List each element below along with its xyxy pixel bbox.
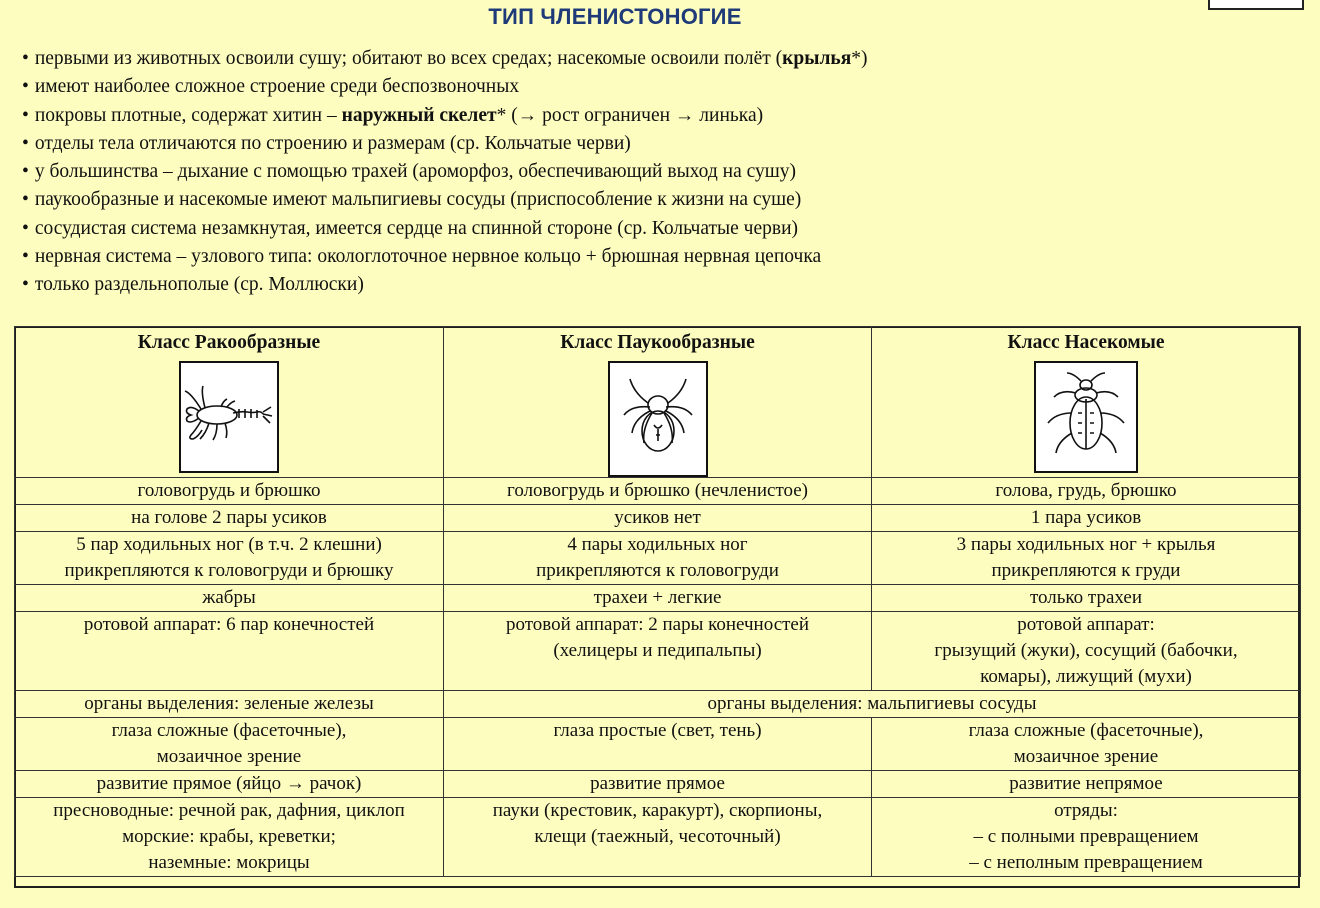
table-cell: отряды: – с полными превращением – с неполным превращением (872, 798, 1301, 877)
table-cell: развитие непрямое (872, 771, 1301, 798)
feature-list (22, 45, 868, 300)
table-row-legs (15, 532, 1301, 585)
table-cell: ротовой аппарат: 2 пары конечностей (хелицеры и педипальпы) (444, 612, 872, 691)
list-item: • имеют наиболее сложное строение среди беспозвоночных (22, 73, 868, 101)
table-cell: ротовой аппарат: 6 пар конечностей (15, 612, 444, 691)
list-item: • только раздельнополые (ср. Моллюски) (22, 271, 868, 299)
list-item: • у большинства – дыхание с помощью трахей (ароморфоз, обеспечивающий выход на сушу) (22, 158, 868, 186)
table-cell: органы выделения: зеленые железы (15, 691, 444, 718)
table-row-body-parts (15, 478, 1301, 505)
table-row-antennae (15, 505, 1301, 532)
list-item: • отделы тела отличаются по строению и размерам (ср. Кольчатые черви) (22, 130, 868, 158)
table-row-eyes (15, 718, 1301, 771)
table-cell: 1 пара усиков (872, 505, 1301, 532)
page-title: ТИП ЧЛЕНИСТОНОГИЕ (488, 4, 742, 29)
list-item: • сосудистая система незамкнутая, имеется сердце на спинной стороне (ср. Кольчатые черви) (22, 215, 868, 243)
table-cell: пресноводные: речной рак, дафния, циклоп морские: крабы, креветки; наземные: мокрицы (15, 798, 444, 877)
spider-icon (608, 361, 708, 477)
table-cell: трахеи + легкие (444, 585, 872, 612)
table-cell: ротовой аппарат: грызущий (жуки), сосущий (бабочки, комары), лижущий (мухи) (872, 612, 1301, 691)
table-cell: головогрудь и брюшко (15, 478, 444, 505)
header-arachnids: Класс Паукообразные (444, 327, 872, 478)
table-row-development (15, 771, 1301, 798)
table-row-respiration (15, 585, 1301, 612)
comparison-table (14, 326, 1301, 877)
table-row-examples (15, 798, 1301, 877)
list-item: • паукообразные и насекомые имеют мальпигиевы сосуды (приспособление к жизни на суше) (22, 186, 868, 214)
table-cell: глаза сложные (фасеточные), мозаичное зрение (872, 718, 1301, 771)
table-cell: усиков нет (444, 505, 872, 532)
table-cell: на голове 2 пары усиков (15, 505, 444, 532)
table-row-mouthparts (15, 612, 1301, 691)
table-cell: 4 пары ходильных ног прикрепляются к головогруди (444, 532, 872, 585)
beetle-icon (1034, 361, 1138, 473)
table-cell: развитие прямое (444, 771, 872, 798)
crayfish-icon (179, 361, 279, 473)
list-item: • покровы плотные, содержат хитин – наружный скелет* (→ рост ограничен → линька) (22, 102, 868, 130)
table-cell: органы выделения: мальпигиевы сосуды (444, 691, 1301, 718)
header-insects: Класс Насекомые (872, 327, 1301, 478)
table-cell: развитие прямое (яйцо → рачок) (15, 771, 444, 798)
table-cell: жабры (15, 585, 444, 612)
list-item: • первыми из животных освоили сушу; обитают во всех средах; насекомые освоили полёт (крылья*) (22, 45, 868, 73)
list-item: • нервная система – узлового типа: окологлоточное нервное кольцо + брюшная нервная цепочка (22, 243, 868, 271)
table-cell: только трахеи (872, 585, 1301, 612)
table-cell: 3 пары ходильных ног + крылья прикрепляются к груди (872, 532, 1301, 585)
table-cell: головогрудь и брюшко (нечленистое) (444, 478, 872, 505)
table-cell: глаза простые (свет, тень) (444, 718, 872, 771)
table-cell: голова, грудь, брюшко (872, 478, 1301, 505)
table-cell: пауки (крестовик, каракурт), скорпионы, клещи (таежный, чесоточный) (444, 798, 872, 877)
table-cell: глаза сложные (фасеточные), мозаичное зрение (15, 718, 444, 771)
table-cell: 5 пар ходильных ног (в т.ч. 2 клешни) прикрепляются к головогруди и брюшку (15, 532, 444, 585)
header-crustaceans: Класс Ракообразные (15, 327, 444, 478)
table-row-excretion (15, 691, 1301, 718)
table-header-row (15, 327, 1301, 478)
